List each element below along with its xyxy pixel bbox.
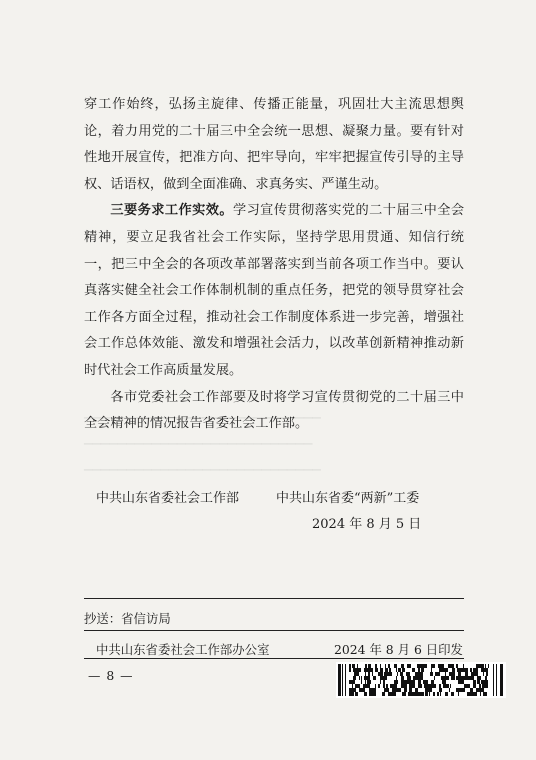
footer-rule-bottom <box>84 658 464 659</box>
paragraph-text: 穿工作始终，弘扬主旋律、传播正能量，巩固壮大主流思想舆论，着力用党的二十届三中全会统一思想、凝聚力量。要有针对性地开展宣传，把准方向、把牢导向，牢牢把握宣传引导的主导权、话语权，做到全面准确、求真务实、严谨生动。 <box>84 97 464 192</box>
paragraph-text: 学习宣传贯彻落实党的二十届三中全会精神，要立足我省社会工作实际，坚持学思用贯通、知信行统一，把三中全会的各项改革部署落实到当前各项工作当中。要认真落实健全社会工作体制机制的重点任务，把党的领导贯穿社会工作各方面全过程，推动社会工作制度体系进一步完善，增强社会工作总体效能、激发和增强社会活力，以改革创新精神推动新时代社会工作高质量发展。 <box>84 203 465 378</box>
body-paragraph <box>84 198 464 384</box>
paragraph-lead: 三要务求工作实效。 <box>110 203 233 219</box>
paragraph-text: 各市党委社会工作部要及时将学习宣传贯彻党的二十届三中全会精神的情况报告省委社会工作部。 <box>84 389 464 432</box>
signing-org-b: 中共山东省委“两新”工委 <box>276 491 420 506</box>
signing-org-a: 中共山东省委社会工作部 <box>96 491 240 506</box>
cc-line: 抄送：省信访局 <box>84 611 171 626</box>
bleed-through-texture: ▁▁▁▁▁▁▁▁▁▁▁▁▁▁▁▁▁▁▁▁▁▁▁▁▁▁▁▁ ▁▁▁▁▁▁▁▁▁▁▁▁▁▁▁▁▁▁▁▁▁▁▁▁▁▁▁ ▁▁▁▁▁▁▁▁▁▁▁▁▁▁▁▁▁▁▁▁▁▁▁▁▁▁▁▁ <box>84 406 321 471</box>
document-body <box>84 92 464 438</box>
body-paragraph <box>84 92 464 198</box>
print-office: 中共山东省委社会工作部办公室 <box>96 642 270 657</box>
page-number: — 8 — <box>88 668 134 683</box>
footer-rule-top <box>84 598 464 599</box>
2d-barcode <box>336 662 506 698</box>
signing-date: 2024 年 8 月 5 日 <box>312 517 422 532</box>
print-date: 2024 年 8 月 6 日印发 <box>334 642 463 657</box>
footer-rule-middle <box>84 630 464 631</box>
body-paragraph <box>84 385 464 438</box>
